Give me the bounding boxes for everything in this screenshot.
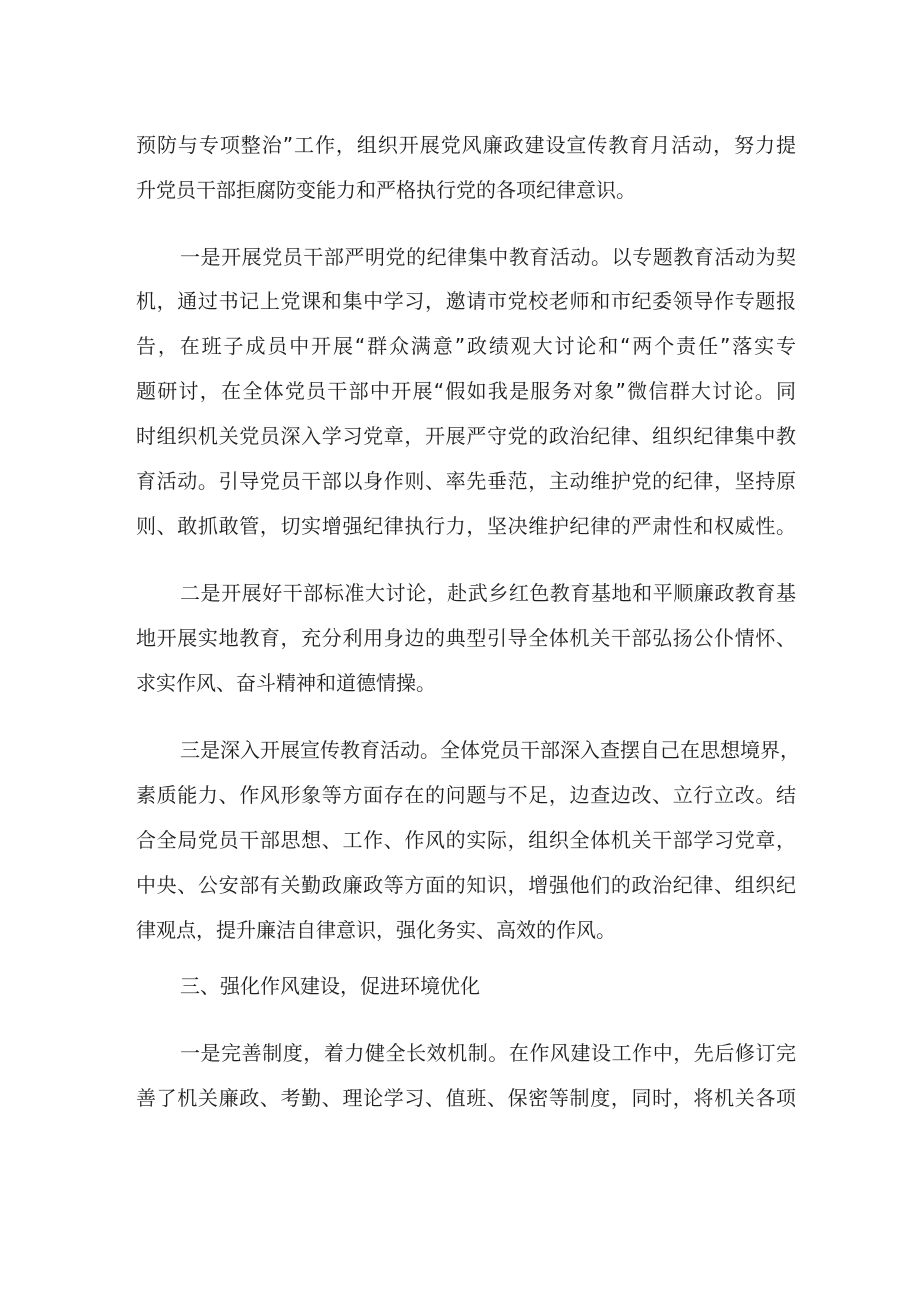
text-line: 中央、公安部有关勤政廉政等方面的知识，增强他们的政治纪律、组织纪 xyxy=(136,873,796,897)
text-line: 地开展实地教育，充分利用身边的典型引导全体机关干部弘扬公仆情怀、 xyxy=(136,626,796,650)
text-line: 机，通过书记上党课和集中学习，邀请市党校老师和市纪委领导作专题报 xyxy=(136,289,796,313)
text-line: 求实作风、奋斗精神和道德情操。 xyxy=(136,671,436,695)
text-line: 则、敢抓敢管，切实增强纪律执行力，坚决维护纪律的严肃性和权威性。 xyxy=(136,514,796,538)
section-heading: 三、强化作风建设，促进环境优化 xyxy=(180,974,480,998)
text-line: 时组织机关党员深入学习党章，开展严守党的政治纪律、组织纪律集中教 xyxy=(136,424,796,448)
text-line: 合全局党员干部思想、工作、作风的实际，组织全体机关干部学习党章， xyxy=(136,828,796,852)
text-line: 预防与专项整治”工作，组织开展党风廉政建设宣传教育月活动，努力提 xyxy=(136,133,796,157)
text-line: 告，在班子成员中开展“群众满意”政绩观大讨论和“两个责任”落实专 xyxy=(136,334,796,358)
text-line: 一是开展党员干部严明党的纪律集中教育活动。以专题教育活动为契 xyxy=(180,245,796,269)
text-line: 素质能力、作风形象等方面存在的问题与不足，边查边改、立行立改。结 xyxy=(136,783,796,807)
text-line: 育活动。引导党员干部以身作则、率先垂范，主动维护党的纪律，坚持原 xyxy=(136,469,796,493)
text-line: 善了机关廉政、考勤、理论学习、值班、保密等制度，同时，将机关各项 xyxy=(136,1086,796,1110)
text-line: 一是完善制度，着力健全长效机制。在作风建设工作中，先后修订完 xyxy=(180,1041,796,1065)
text-line: 题研讨，在全体党员干部中开展“假如我是服务对象”微信群大讨论。同 xyxy=(136,379,796,403)
text-line: 升党员干部拒腐防变能力和严格执行党的各项纪律意识。 xyxy=(136,178,636,202)
text-line: 二是开展好干部标准大讨论，赴武乡红色教育基地和平顺廉政教育基 xyxy=(180,581,796,605)
text-line: 三是深入开展宣传教育活动。全体党员干部深入查摆自己在思想境界， xyxy=(180,738,800,762)
text-line: 律观点，提升廉洁自律意识，强化务实、高效的作风。 xyxy=(136,918,616,942)
